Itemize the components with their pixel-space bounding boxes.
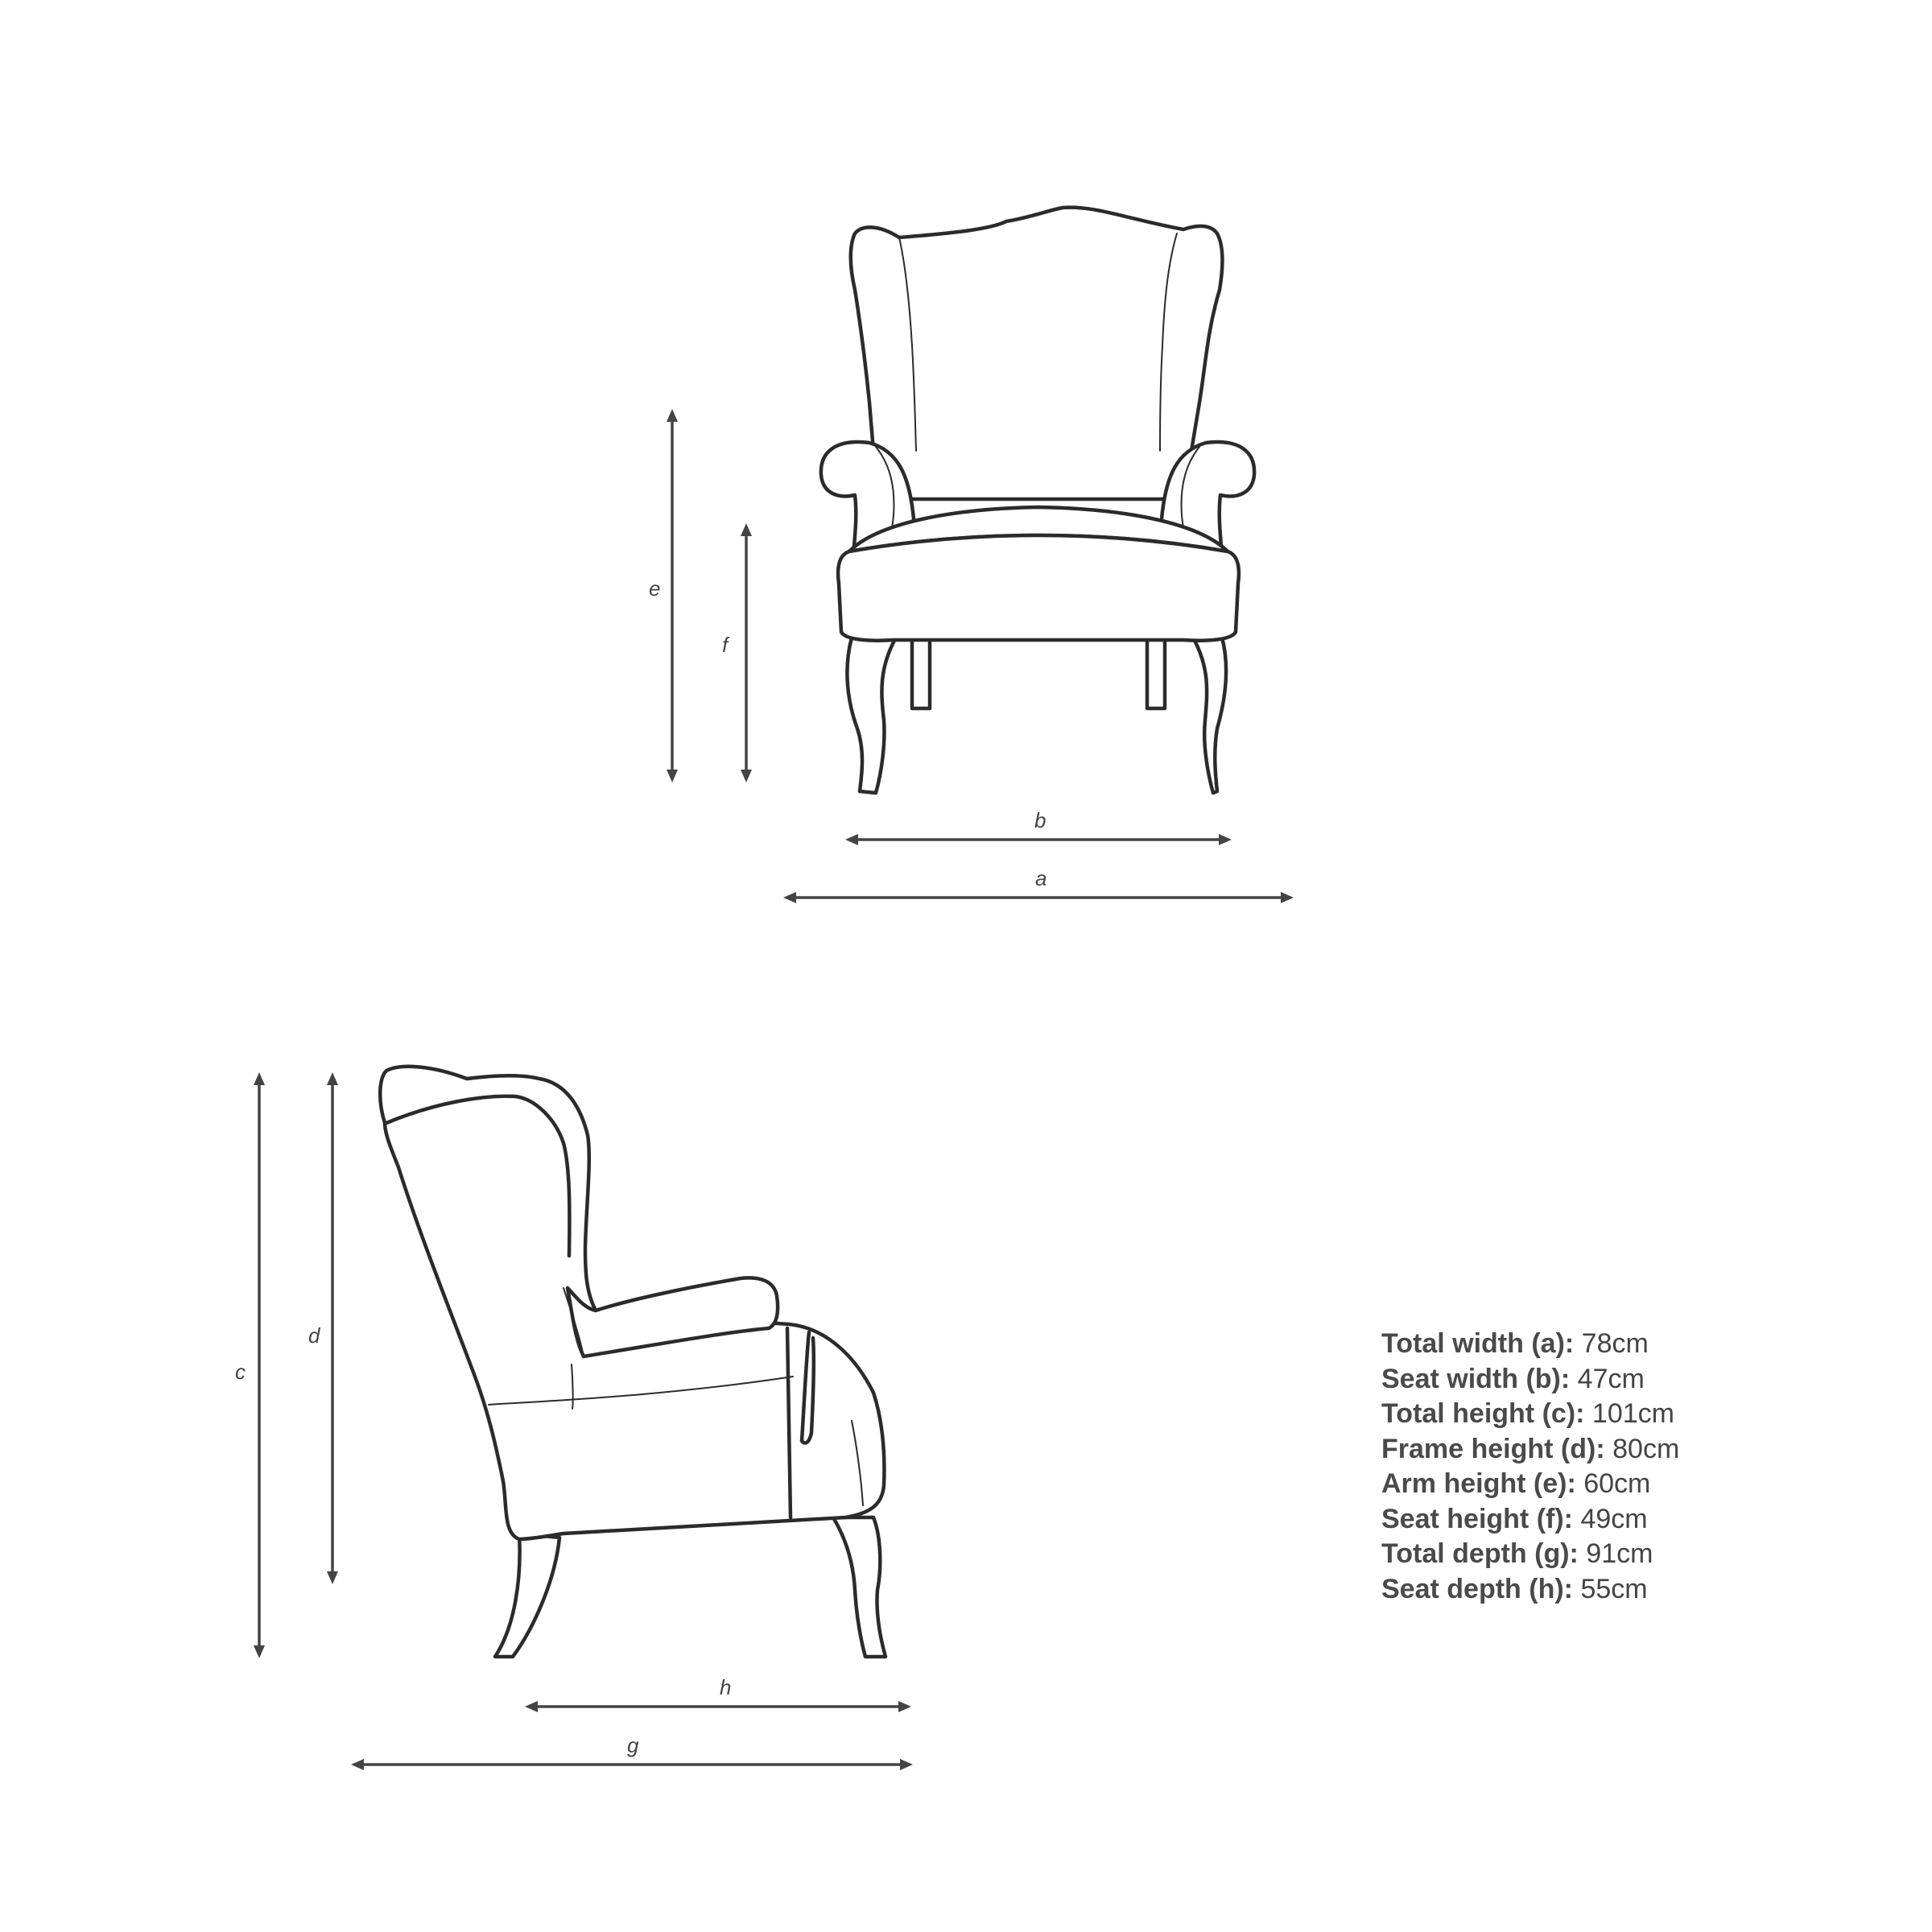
spec-value: 80cm (1612, 1433, 1680, 1464)
side-front-leg (833, 1517, 886, 1657)
spec-value: 60cm (1583, 1468, 1651, 1499)
dimension-a (783, 866, 1294, 903)
dimension-e (649, 409, 678, 782)
dimension-b (845, 808, 1232, 845)
dimension-specs-list (1381, 1327, 1679, 1607)
spec-seat-depth (1381, 1572, 1679, 1608)
spec-label: Arm height (e): (1381, 1468, 1576, 1499)
front-left-leg (847, 638, 896, 793)
spec-arm-height (1381, 1467, 1679, 1502)
dimension-label-g: g (627, 1733, 639, 1757)
spec-total-depth (1381, 1537, 1679, 1572)
dimension-f (722, 523, 752, 782)
dimension-label-h: h (720, 1675, 732, 1699)
dimension-label-e: e (649, 576, 661, 601)
spec-value: 91cm (1586, 1538, 1653, 1569)
spec-value: 49cm (1580, 1503, 1648, 1534)
spec-total-width (1381, 1327, 1679, 1362)
front-right-leg (1193, 638, 1226, 793)
dimension-label-b: b (1034, 808, 1046, 832)
spec-seat-height (1381, 1502, 1679, 1538)
spec-label: Total depth (g): (1381, 1538, 1579, 1569)
rear-left-leg (912, 640, 930, 708)
spec-seat-width (1381, 1362, 1679, 1397)
front-backrest (851, 208, 1223, 499)
spec-value: 55cm (1580, 1573, 1648, 1604)
spec-frame-height (1381, 1432, 1679, 1468)
dimension-label-c: c (235, 1360, 246, 1384)
dimension-label-a: a (1035, 866, 1047, 890)
spec-total-height (1381, 1397, 1679, 1432)
dimension-h (525, 1675, 911, 1712)
side-back-leg (495, 1534, 559, 1657)
spec-label: Seat height (f): (1381, 1503, 1573, 1534)
dimension-label-f: f (722, 633, 729, 657)
spec-value: 47cm (1577, 1363, 1645, 1394)
chair-front-view (821, 208, 1254, 793)
front-seat-base (838, 535, 1239, 641)
dimension-d (308, 1072, 338, 1584)
spec-label: Seat width (b): (1381, 1363, 1571, 1394)
spec-value: 101cm (1591, 1398, 1674, 1429)
spec-value: 78cm (1581, 1328, 1649, 1359)
spec-label: Seat depth (h): (1381, 1573, 1573, 1604)
dimension-label-d: d (308, 1323, 320, 1348)
spec-label: Total width (a): (1381, 1328, 1575, 1359)
dimension-g (351, 1733, 913, 1770)
chair-side-view (380, 1067, 886, 1657)
dimension-c (235, 1072, 265, 1658)
spec-label: Frame height (d): (1381, 1433, 1605, 1464)
rear-right-leg (1147, 640, 1165, 708)
spec-label: Total height (c): (1381, 1398, 1585, 1429)
